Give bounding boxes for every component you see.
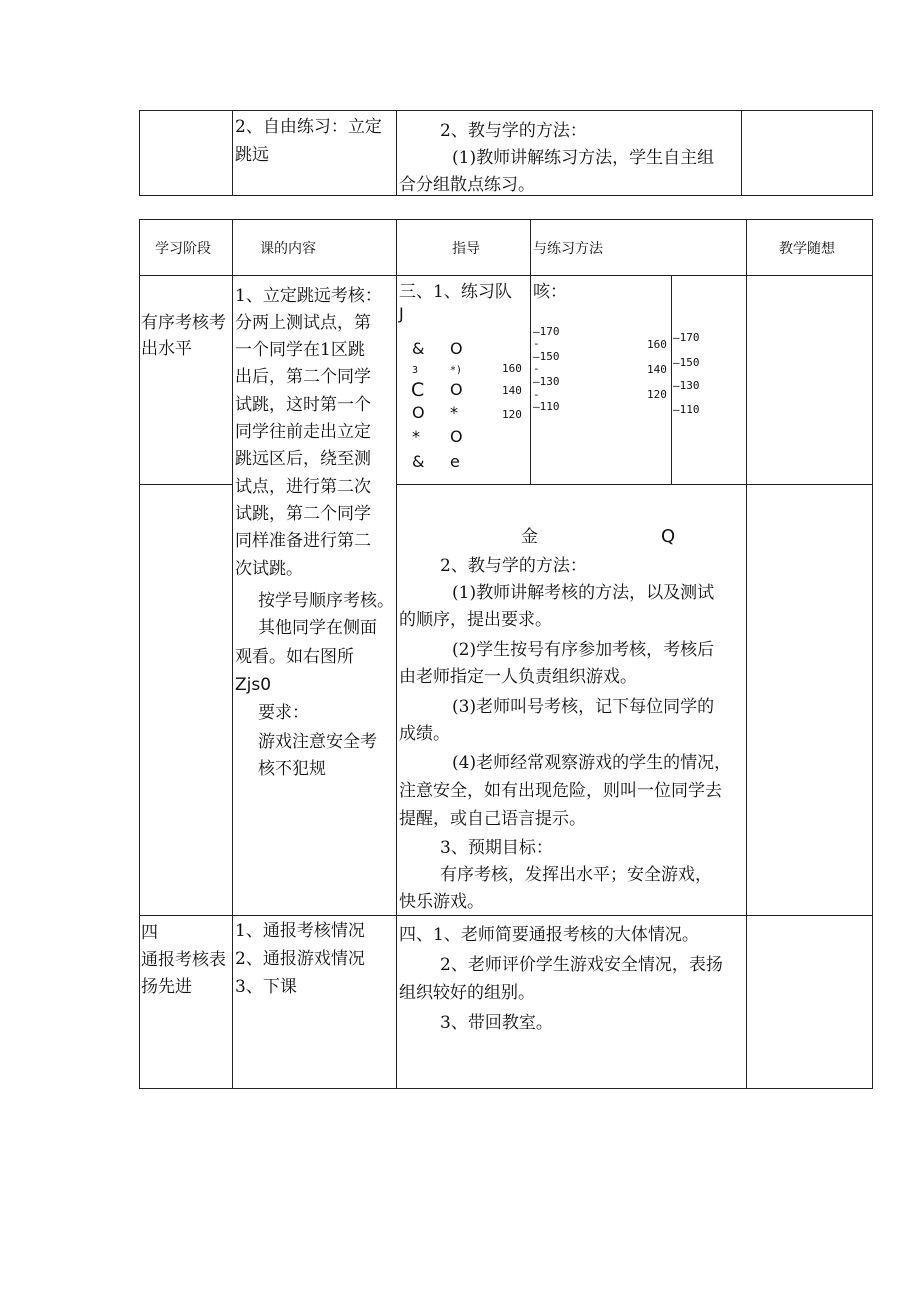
mark-b-120: 120 xyxy=(647,388,667,401)
row2-method-3: 组织较好的组别。 xyxy=(399,983,535,1003)
row1-method-1: 2、教与学的方法： xyxy=(440,556,587,576)
row1-content-14: 观看。如右图所 xyxy=(235,647,354,667)
row2-method-1: 四、1、老师简要通报考核的大体情况。 xyxy=(399,925,699,945)
scale-a-170: —170 xyxy=(533,325,560,338)
mark-a-140: 140 xyxy=(502,384,522,397)
row1-content-2: 分两上测试点，第 xyxy=(235,313,371,333)
row1-stage-line-1: 有序考核考 xyxy=(141,313,226,333)
mark-a-120: 120 xyxy=(502,408,522,421)
header-content: 课的内容 xyxy=(260,241,316,257)
row1-content-5: 试跳，这时第一个 xyxy=(235,395,371,415)
formation-r4-a: O xyxy=(412,403,425,422)
scale-a-dash-3: - xyxy=(533,388,540,401)
row1-method-8: (4)老师经常观察游戏的学生的情况， xyxy=(452,753,732,773)
formation-r3-a: C xyxy=(411,379,425,401)
header-stage: 学习阶段 xyxy=(155,241,211,257)
diagram-bottom-left: 金 xyxy=(521,527,538,547)
formation-r1-b: O xyxy=(450,339,463,358)
formation-r4-b: * xyxy=(450,403,458,422)
row1-content-6: 同学往前走出立定 xyxy=(235,422,371,442)
top-method-line-2: (1)教师讲解练习方法，学生自主组 xyxy=(452,148,715,168)
row1-method-12: 有序考核，发挥出水平；安全游戏， xyxy=(440,865,712,885)
row1-content-8: 试点，进行第二次 xyxy=(235,477,371,497)
formation-r5-a: * xyxy=(412,427,420,446)
top-content-line-1: 2、自由练习：立定 xyxy=(235,117,382,137)
scale-b-150: —150 xyxy=(673,356,700,369)
row1-content-12: 按学号顺序考核。 xyxy=(258,591,394,611)
row2-stage-1: 四 xyxy=(141,923,158,943)
scale-b-170: —170 xyxy=(673,331,700,344)
scale-b-130: —130 xyxy=(673,379,700,392)
mark-b-160: 160 xyxy=(647,338,667,351)
scale-a-dash-2: - xyxy=(533,362,540,375)
diagram-label-left: 三、1、练习队 xyxy=(399,282,512,302)
top-method-line-3: 合分组散点练习。 xyxy=(399,175,535,195)
row1-content-10: 同样准备进行第二 xyxy=(235,531,371,551)
diagram-bottom-right: Q xyxy=(661,526,676,547)
top-content-line-2: 跳远 xyxy=(235,145,269,165)
row1-content-17: 游戏注意安全考 xyxy=(258,732,377,752)
row1-content-13: 其他同学在侧面 xyxy=(258,618,377,638)
scale-a-130: —130 xyxy=(533,375,560,388)
row1-content-7: 跳远区后，绕至测 xyxy=(235,449,371,469)
row1-method-10: 提醒，或自己语言提示。 xyxy=(399,809,586,829)
header-reflection: 教学随想 xyxy=(779,241,835,257)
row2-stage-3: 扬先进 xyxy=(141,977,192,997)
header-method: 与练习方法 xyxy=(533,241,603,257)
row1-method-3: 的顺序，提出要求。 xyxy=(399,610,552,630)
top-method-line-1: 2、教与学的方法： xyxy=(440,121,587,141)
row1-method-9: 注意安全，如有出现危险，则叫一位同学去 xyxy=(399,781,722,801)
row1-method-13: 快乐游戏。 xyxy=(399,892,484,912)
row1-content-11: 次试跳。 xyxy=(235,559,303,579)
row1-content-16: 要求： xyxy=(258,703,309,723)
diagram-label-right: 咳： xyxy=(533,282,567,302)
row1-method-4: (2)学生按号有序参加考核，考核后 xyxy=(452,640,715,660)
diagram-label-left-2: J xyxy=(399,304,404,323)
row2-stage-2: 通报考核表 xyxy=(141,950,226,970)
row1-method-6: (3)老师叫号考核，记下每位同学的 xyxy=(452,697,715,717)
mark-a-160: 160 xyxy=(502,362,522,375)
row1-method-11: 3、预期目标： xyxy=(440,838,553,858)
header-guide: 指导 xyxy=(452,241,480,257)
row1-stage-line-2: 出水平 xyxy=(141,339,192,359)
row2-content-2: 2、通报游戏情况 xyxy=(235,949,365,969)
row2-content-3: 3、下课 xyxy=(235,977,297,997)
scale-a-150: —150 xyxy=(533,350,560,363)
formation-r1-a: & xyxy=(412,339,425,358)
row1-method-2: (1)教师讲解考核的方法，以及测试 xyxy=(452,583,715,603)
scale-a-110: —110 xyxy=(533,400,560,413)
row1-content-4: 出后，第二个同学 xyxy=(235,367,371,387)
formation-r2-b: *) xyxy=(450,365,463,376)
row1-content-9: 试跳，第二个同学 xyxy=(235,504,371,524)
formation-r3-b: O xyxy=(450,380,463,399)
row1-content-1: 1、立定跳远考核： xyxy=(235,286,382,306)
mark-b-140: 140 xyxy=(647,363,667,376)
row2-method-4: 3、带回教室。 xyxy=(440,1013,553,1033)
row1-content-3: 一个同学在1区跳 xyxy=(235,340,365,360)
row2-method-2: 2、老师评价学生游戏安全情况，表扬 xyxy=(440,955,723,975)
row1-method-5: 由老师指定一人负责组织游戏。 xyxy=(399,667,637,687)
row1-content-15: Zjs0 xyxy=(235,675,272,695)
formation-r5-b: O xyxy=(450,427,463,446)
scale-a-dash-1: - xyxy=(533,337,540,350)
row1-method-7: 成绩。 xyxy=(399,724,450,744)
formation-r6-b: e xyxy=(450,452,460,471)
row1-content-18: 核不犯规 xyxy=(258,759,326,779)
row2-content-1: 1、通报考核情况 xyxy=(235,921,365,941)
formation-r6-a: & xyxy=(412,452,425,471)
scale-b-110: —110 xyxy=(673,403,700,416)
formation-r2-a: 3 xyxy=(412,365,419,376)
